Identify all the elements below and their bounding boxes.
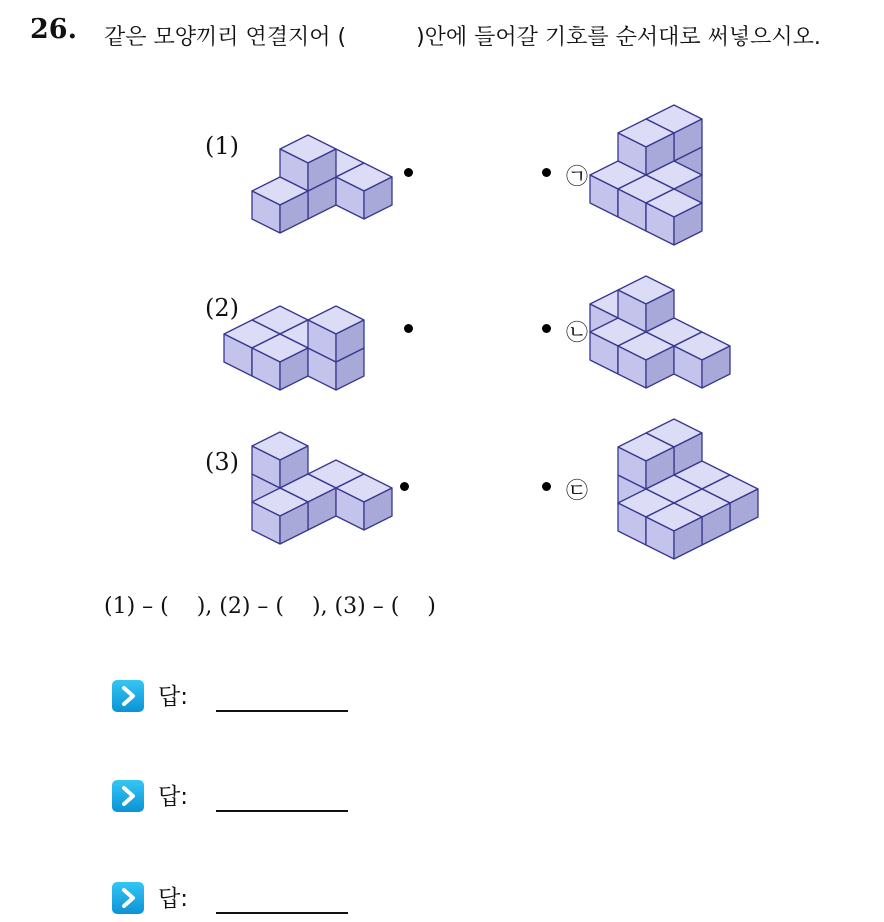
- left-figure-3: [252, 432, 392, 544]
- answer-blank-3[interactable]: [216, 912, 348, 914]
- question-text-before: 같은 모양끼리 연결지어 (: [104, 25, 347, 50]
- answer-label: 답:: [158, 784, 188, 810]
- question-text-after: )안에 들어갈 기호를 순서대로 써넣으시오.: [416, 25, 821, 50]
- left-figure-2: [224, 306, 364, 390]
- answer-label: 답:: [158, 886, 188, 912]
- right-figure-1: [590, 105, 702, 245]
- answer-blank-2[interactable]: [216, 810, 348, 812]
- answer-label: 답:: [158, 684, 188, 710]
- left-figure-1: [252, 135, 392, 233]
- left-item-label-2: (2): [205, 294, 239, 322]
- right-item-symbol-1: ㉠: [566, 165, 589, 190]
- right-item-symbol-3: ㉢: [566, 479, 589, 504]
- right-item-symbol-2: ㉡: [566, 321, 589, 346]
- right-figure-3: [618, 419, 758, 559]
- answer-blank-1[interactable]: [216, 710, 348, 712]
- right-figure-2: [590, 276, 730, 388]
- chevron-right-icon: [112, 780, 144, 812]
- question-number: 26.: [30, 14, 77, 45]
- pairs-line: (1) – ( ), (2) – ( ), (3) – ( ): [104, 594, 436, 619]
- left-item-label-3: (3): [205, 448, 239, 476]
- left-item-label-1: (1): [205, 132, 239, 160]
- chevron-right-icon: [112, 882, 144, 914]
- chevron-right-icon: [112, 680, 144, 712]
